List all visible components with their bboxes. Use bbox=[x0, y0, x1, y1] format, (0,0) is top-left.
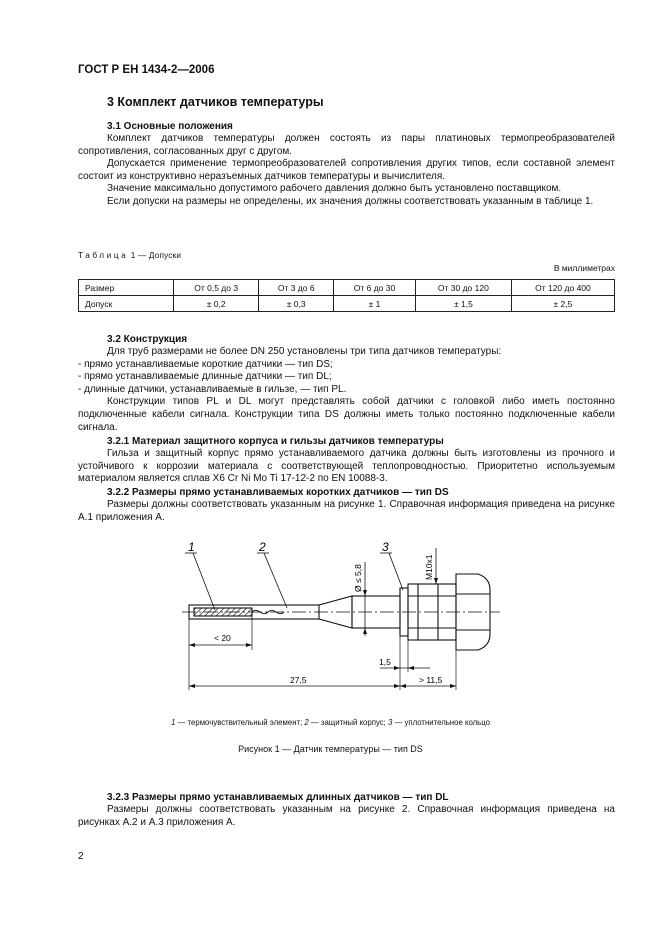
legend-num: 3 bbox=[388, 718, 393, 727]
subsection-body-3-2-2 bbox=[78, 499, 615, 524]
table-cell: ± 1 bbox=[334, 296, 416, 312]
dim-collar-length: 1,5 bbox=[379, 657, 391, 667]
callout-leader bbox=[193, 553, 215, 610]
table-cell: От 120 до 400 bbox=[511, 280, 614, 296]
dim-diameter: Ø ≤ 5,8 bbox=[353, 564, 363, 592]
table-cell: От 6 до 30 bbox=[334, 280, 416, 296]
dim-total-length: 27,5 bbox=[290, 675, 307, 685]
table-row bbox=[79, 296, 615, 312]
table-cell: ± 2,5 bbox=[511, 296, 614, 312]
page-number: 2 bbox=[78, 851, 84, 862]
table-cell: От 30 до 120 bbox=[415, 280, 511, 296]
paragraph: Допускается применение термопреобразователей сопротивления других типов, если составной элемент состоит из конструктивно неразъемных датчиков температуры и вычислителя. bbox=[78, 158, 615, 182]
tolerance-table bbox=[78, 279, 615, 312]
table-cell: ± 1,5 bbox=[415, 296, 511, 312]
subsection-body-3-1 bbox=[78, 133, 615, 209]
paragraph: Гильза и защитный корпус прямо устанавливаемого датчика должны быть изготовлены из прочного и устойчивого к коррозии материала с соответствующей теплопроводностью. Приоритетно используемым материалом является сплав X6 Cr Ni Mo Ti 17-12-2 по EN 10088-3. bbox=[78, 448, 615, 485]
section-title: 3 Комплект датчиков температуры bbox=[107, 95, 324, 109]
dim-element-length: < 20 bbox=[214, 633, 231, 643]
table-cell: От 0,5 до 3 bbox=[174, 280, 259, 296]
legend-num: 1 bbox=[171, 718, 176, 727]
paragraph: Для труб размерами не более DN 250 установлены три типа датчиков температуры: bbox=[107, 346, 502, 357]
figure-legend bbox=[0, 718, 661, 727]
callout-3: 3 bbox=[382, 540, 389, 554]
table-cell: Размер bbox=[79, 280, 174, 296]
subsection-heading-3-2-3: 3.2.3 Размеры прямо устанавливаемых длинных датчиков — тип DL bbox=[107, 792, 449, 803]
table-caption-word: Таблица bbox=[78, 251, 129, 260]
paragraph: Конструкции типов PL и DL могут представлять собой датчики с головкой либо иметь постоянно подключенные кабели сигнала. Конструкции типа DS должны иметь только постоянно подключенные кабели сигнала. bbox=[78, 396, 615, 433]
table-row bbox=[79, 280, 615, 296]
subsection-heading-3-1: 3.1 Основные положения bbox=[107, 121, 233, 132]
subsection-body-3-2 bbox=[78, 346, 615, 434]
table-caption-text: 1 — Допуски bbox=[128, 251, 182, 260]
subsection-body-3-2-3 bbox=[78, 804, 615, 829]
table-caption bbox=[78, 251, 181, 260]
legend-text: — уплотнительное кольцо bbox=[392, 718, 490, 727]
legend-text: — термочувствительный элемент; bbox=[175, 718, 305, 727]
paragraph: Если допуски на размеры не определены, их значения должны соответствовать указанным в таблице 1. bbox=[107, 195, 594, 207]
list-item: - длинные датчики, устанавливаемые в гильзе, — тип PL. bbox=[78, 383, 347, 395]
paragraph: Размеры должны соответствовать указанным на рисунке 1. Справочная информация приведена на рисунке А.1 приложения А. bbox=[78, 499, 615, 523]
subsection-heading-3-2-1: 3.2.1 Материал защитного корпуса и гильзы датчиков температуры bbox=[107, 436, 444, 447]
callout-1: 1 bbox=[188, 540, 195, 554]
paragraph: Размеры должны соответствовать указанным на рисунке 2. Справочная информация приведена на рисунках А.2 и А.3 приложения А. bbox=[78, 804, 615, 828]
callout-leader bbox=[264, 553, 287, 608]
table-units: В миллиметрах bbox=[553, 263, 615, 273]
table-cell: ± 0,2 bbox=[174, 296, 259, 312]
table-cell: ± 0,3 bbox=[259, 296, 334, 312]
table-cell: Допуск bbox=[79, 296, 174, 312]
subsection-body-3-2-1 bbox=[78, 448, 615, 486]
list-item: - прямо устанавливаемые длинные датчики — тип DL; bbox=[78, 371, 332, 383]
dim-thread: M10x1 bbox=[424, 554, 434, 580]
figure-caption: Рисунок 1 — Датчик температуры — тип DS bbox=[238, 744, 423, 754]
paragraph: Значение максимально допустимого рабочего давления должно быть установлено поставщиком. bbox=[107, 183, 562, 195]
sensor-drawing bbox=[0, 530, 661, 710]
subsection-heading-3-2: 3.2 Конструкция bbox=[107, 334, 188, 345]
legend-num: 2 bbox=[304, 718, 309, 727]
table-cell: От 3 до 6 bbox=[259, 280, 334, 296]
list-item: - прямо устанавливаемые короткие датчики — тип DS; bbox=[78, 358, 333, 370]
document-code: ГОСТ Р ЕН 1434-2—2006 bbox=[78, 64, 215, 76]
subsection-heading-3-2-2: 3.2.2 Размеры прямо устанавливаемых коротких датчиков — тип DS bbox=[107, 487, 449, 498]
paragraph: Комплект датчиков температуры должен состоять из пары платиновых термопреобразователей сопротивления, согласованных друг с другом. bbox=[78, 133, 615, 157]
legend-text: — защитный корпус; bbox=[308, 718, 388, 727]
callout-leader bbox=[389, 553, 403, 590]
dim-nut-length: > 11,5 bbox=[419, 675, 443, 685]
callout-2: 2 bbox=[259, 540, 266, 554]
